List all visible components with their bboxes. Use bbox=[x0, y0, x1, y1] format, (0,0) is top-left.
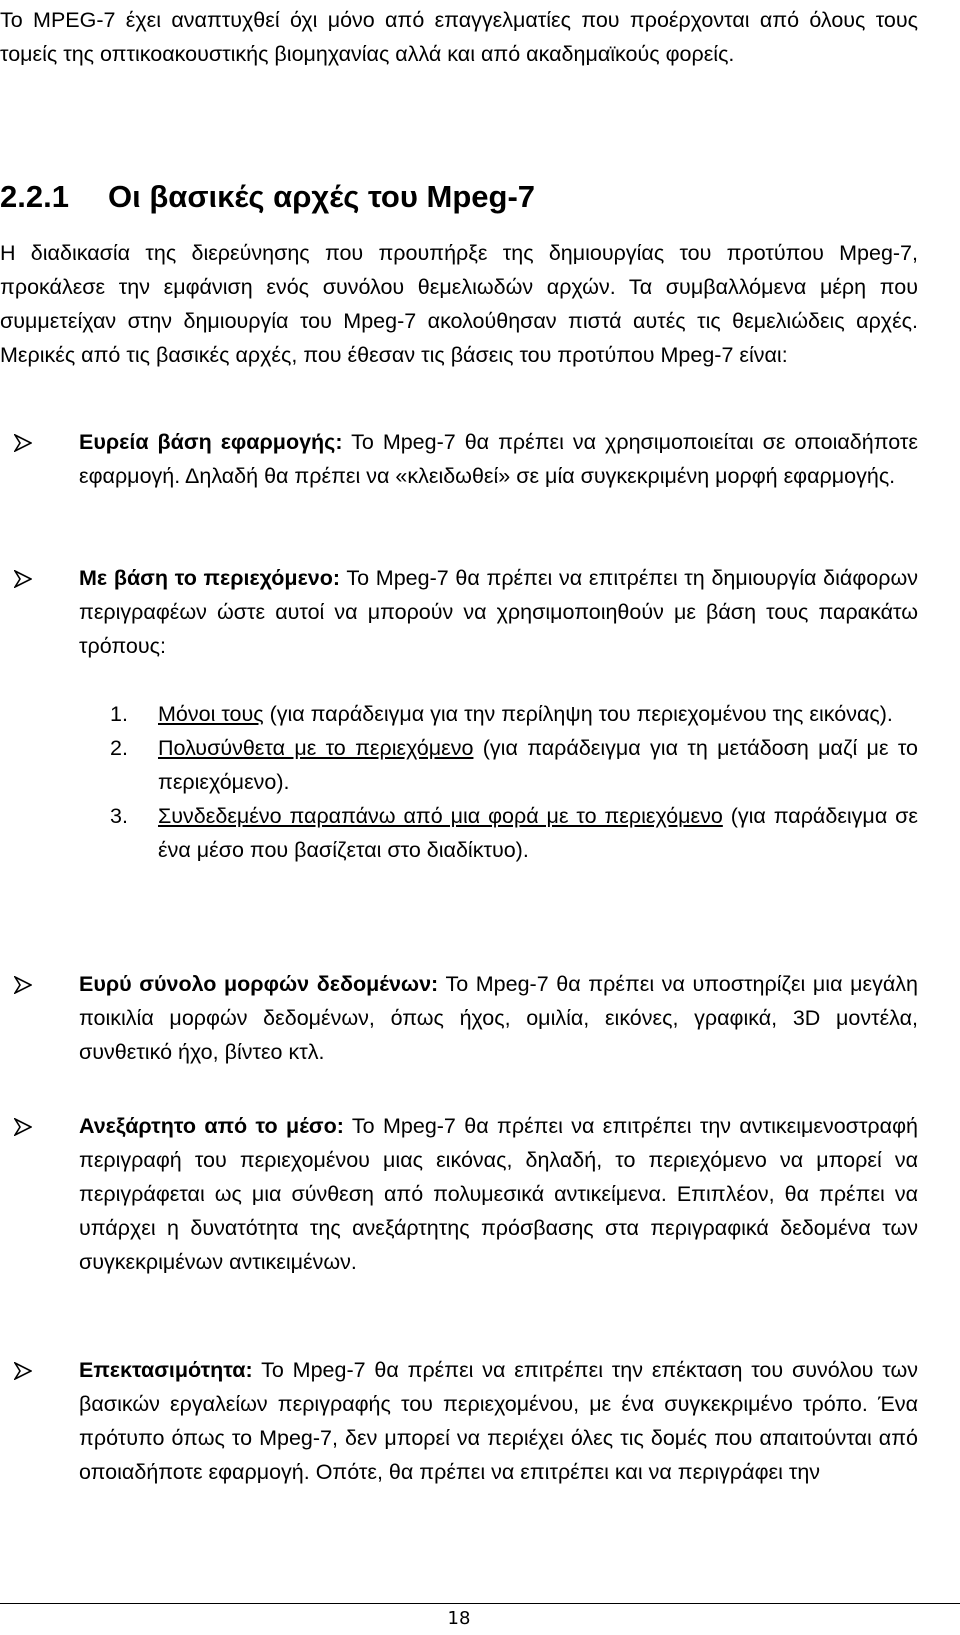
bullet-item bbox=[0, 1109, 918, 1279]
numbered-list bbox=[110, 697, 918, 867]
bullet-text bbox=[79, 561, 918, 663]
bullet-body: Το Mpeg-7 θα πρέπει να επιτρέπει την αντικειμενοστραφή περιγραφή του περιεχομένου μιας εικόνας, δηλαδή, το περιεχόμενο να μπορεί να περιγράφεται ως μια σύνθεση από πολυμεσικά αντικείμενα. Επιπλέον, θα πρέπει να υπάρχει η δυνατότητα της ανεξάρτητης πρόσβασης στα περιγραφικά δεδομένα των συγκεκριμένων αντικειμένων. bbox=[79, 1114, 918, 1274]
arrowhead-bullet-icon bbox=[14, 976, 32, 994]
bullet-lead: Ευρεία βάση εφαρμογής: bbox=[79, 430, 343, 454]
bullet-text bbox=[79, 425, 918, 493]
list-number: 1. bbox=[110, 702, 128, 726]
bullet-body: Το Mpeg-7 θα πρέπει να επιτρέπει τη δημιουργία διάφορων περιγραφέων ώστε αυτοί να μπορούν να χρησιμοποιηθούν με βάση τους παρακάτω τρόπους: bbox=[79, 566, 918, 658]
footer-divider bbox=[0, 1603, 960, 1604]
bullet-body: Το Mpeg-7 θα πρέπει να επιτρέπει την επέκταση του συνόλου των βασικών εργαλείων περιγραφής του περιεχομένου, με ένα συγκεκριμένο τρόπο. Ένα πρότυπο όπως το Mpeg-7, δεν μπορεί να περιέχει όλες τις δομές που απαιτούνται από οποιαδήποτε εφαρμογή. Οπότε, θα πρέπει να επιτρέπει και να περιγράφει την bbox=[79, 1358, 918, 1484]
page-number: 18 bbox=[447, 1608, 471, 1629]
arrowhead-bullet-icon bbox=[14, 434, 32, 452]
section-heading bbox=[0, 172, 535, 222]
numbered-list-item bbox=[110, 731, 918, 799]
bullet-lead: Ευρύ σύνολο μορφών δεδομένων: bbox=[79, 972, 439, 996]
bullet-lead: Ανεξάρτητο από το μέσο: bbox=[79, 1114, 344, 1138]
section-title: Οι βασικές αρχές του Mpeg-7 bbox=[108, 179, 536, 214]
numbered-list-item bbox=[110, 697, 918, 731]
arrowhead-bullet-icon bbox=[14, 1362, 32, 1380]
bullet-text bbox=[79, 967, 918, 1069]
list-number: 3. bbox=[110, 804, 128, 828]
underlined-text: Πολυσύνθετα με το περιεχόμενο bbox=[158, 736, 474, 760]
item-text: (για παράδειγμα σε ένα μέσο που βασίζεται στο διαδίκτυο). bbox=[158, 804, 919, 862]
arrowhead-bullet-icon bbox=[14, 570, 32, 588]
bullet-body: Το Mpeg-7 θα πρέπει να υποστηρίζει μια μεγάλη ποικιλία μορφών δεδομένων, όπως ήχος, ομιλία, εικόνες, γραφικά, 3D μοντέλα, συνθετικό ήχο, βίντεο κτλ. bbox=[79, 972, 918, 1064]
bullet-lead: Με βάση το περιεχόμενο: bbox=[79, 566, 341, 590]
bullet-text bbox=[79, 1353, 918, 1489]
arrowhead-bullet-icon bbox=[14, 1118, 32, 1136]
bullet-item bbox=[0, 425, 918, 493]
bullet-text bbox=[79, 1109, 918, 1279]
list-number: 2. bbox=[110, 736, 128, 760]
underlined-text: Συνδεδεμένο παραπάνω από μια φορά με το περιεχόμενο bbox=[158, 804, 723, 828]
item-text: (για παράδειγμα για τη μετάδοση μαζί με το περιεχόμενο). bbox=[158, 736, 918, 794]
bullet-body: Το Mpeg-7 θα πρέπει να χρησιμοποιείται σε οποιαδήποτε εφαρμογή. Δηλαδή θα πρέπει να «κλειδωθεί» σε μία συγκεκριμένη μορφή εφαρμογής. bbox=[79, 430, 918, 488]
bullet-lead: Επεκτασιμότητα: bbox=[79, 1358, 253, 1382]
numbered-list-item bbox=[110, 799, 918, 867]
item-text: (για παράδειγμα για την περίληψη του περιεχομένου της εικόνας). bbox=[263, 702, 893, 726]
principles-intro-paragraph: Η διαδικασία της διερεύνησης που προυπήρξε της δημιουργίας του προτύπου Mpeg-7, προκάλεσε την εμφάνιση ενός συνόλου θεμελιωδών αρχών. Τα συμβαλλόμενα μέρη που συμμετείχαν στην δημιουργία του Mpeg-7 ακολούθησαν πιστά αυτές τις θεμελιώδεις αρχές. Μερικές από τις βασικές αρχές, που έθεσαν τις βάσεις του προτύπου Mpeg-7 είναι: bbox=[0, 241, 918, 367]
bullet-item bbox=[0, 561, 918, 663]
underlined-text: Μόνοι τους bbox=[158, 702, 264, 726]
bullet-item bbox=[0, 967, 918, 1069]
intro-paragraph: Το MPEG-7 έχει αναπτυχθεί όχι μόνο από επαγγελματίες που προέρχονται από όλους τους τομείς της οπτικοακουστικής βιομηχανίας αλλά και από ακαδημαϊκούς φορείς. bbox=[0, 8, 918, 66]
bullet-item bbox=[0, 1353, 918, 1489]
section-number: 2.2.1 bbox=[0, 179, 69, 214]
